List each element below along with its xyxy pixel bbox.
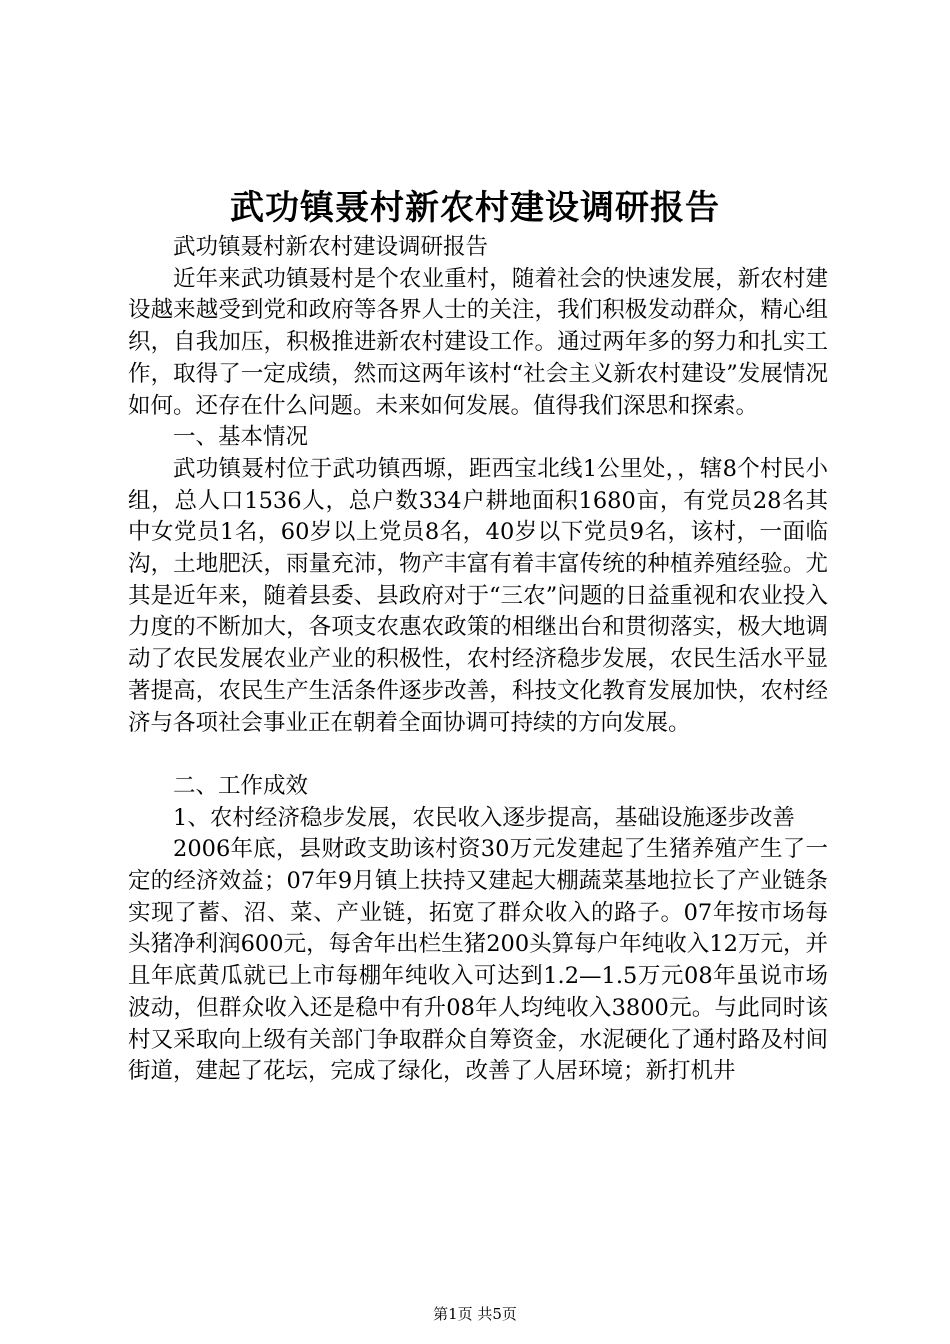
section-heading-results: 二、工作成效 (173, 772, 309, 799)
subsection-heading-economy: 1、农村经济稳步发展，农民收入逐步提高，基础设施逐步改善 (173, 804, 795, 831)
document-title: 武功镇聂村新农村建设调研报告 (230, 188, 720, 228)
paragraph-intro: 近年来武功镇聂村是个农业重村，随着社会的快速发展，新农村建设越来越受到党和政府等各界人士的关注，我们积极发动群众，精心组织，自我加压，积极推进新农村建设工作。通过两年多的努力和扎实工作，取得了一定成绩，然而这两年该村“社会主义新农村建设”发展情况如何。还存在什么问题。未来如何发展。值得我们深思和探索。 (128, 265, 828, 419)
page-footer: 第1页 共5页 (433, 1305, 517, 1323)
paragraph-subtitle: 武功镇聂村新农村建设调研报告 (173, 234, 489, 260)
paragraph-basic-situation: 武功镇聂村位于武功镇西塬，距西宝北线1公里处，，辖8个村民小组，总人口1536人，总户数334户耕地面积1680亩，有党员28名其中女党员1名，60岁以上党员8名，40岁以下党员9名，该村，一面临沟，土地肥沃，雨量充沛，物产丰富有着丰富传统的种植养殖经验。尤其是近年来，随着县委、县政府对于“三农”问题的日益重视和农业投入力度的不断加大，各项支农惠农政策的相继出台和贯彻落实，极大地调动了农民发展农业产业的积极性，农村经济稳步发展，农民生活水平显著提高，农民生产生活条件逐步改善，科技文化教育发展加快，农村经济与各项社会事业正在朝着全面协调可持续的方向发展。 (128, 455, 828, 736)
paragraph-economy: 2006年底，县财政支助该村资30万元发建起了生猪养殖产生了一定的经济效益；07年9月镇上扶持又建起大棚蔬菜基地拉长了产业链条实现了蓄、沼、菜、产业链，拓宽了群众收入的路子。07年按市场每头猪净利润600元，每舍年出栏生猪200头算每户年纯收入12万元，并且年底黄瓜就已上市每棚年纯收入可达到1.2—1.5万元08年虽说市场波动，但群众收入还是稳中有升08年人均纯收入3800元。与此同时该村又采取向上级有关部门争取群众自筹资金，水泥硬化了通村路及村间街道，建起了花坛，完成了绿化，改善了人居环境；新打机井 (128, 836, 828, 1085)
document-body (128, 232, 828, 1088)
section-heading-basic: 一、基本情况 (173, 424, 309, 451)
